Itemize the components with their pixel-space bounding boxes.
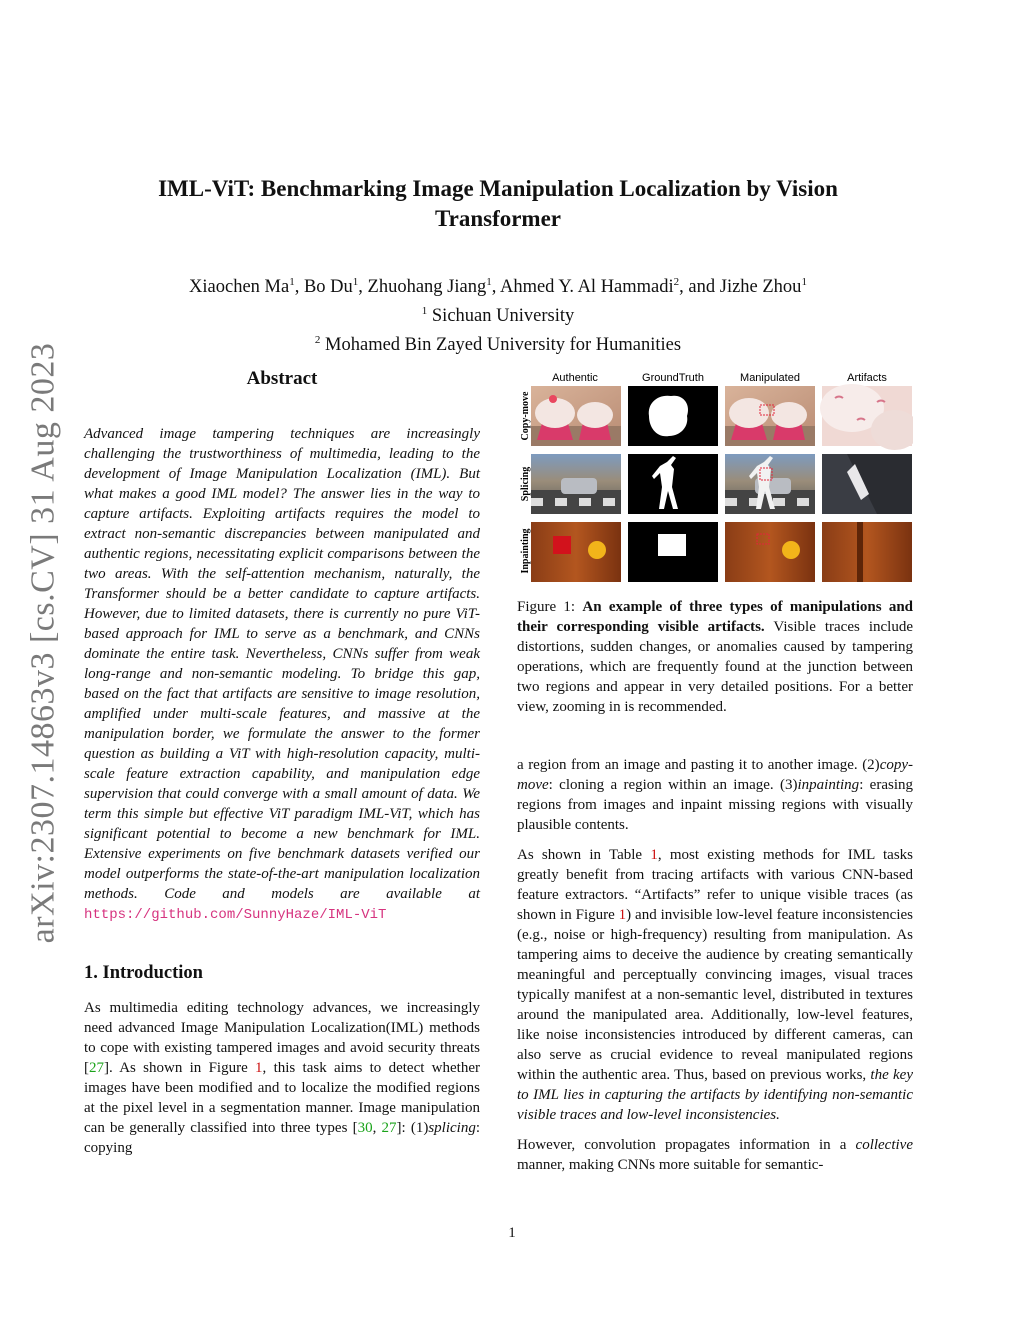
author-name: Ahmed Y. Al Hammadi: [499, 277, 674, 298]
affiliation: [100, 328, 896, 357]
text-run: ]. As shown in Figure: [104, 1060, 256, 1076]
row-label-copy-move: Copy-move: [520, 391, 531, 441]
image-authentic-cupcakes: [531, 386, 621, 446]
text-run: a region from an image and pasting it to another image. (2): [517, 757, 880, 773]
row-label-splicing: Splicing: [520, 466, 531, 502]
image-artifacts-copy-move: [820, 384, 913, 450]
affiliation-number: 1: [421, 305, 428, 318]
column-header-manipulated: Manipulated: [740, 372, 800, 384]
table-link[interactable]: 1: [650, 847, 658, 863]
term-collective: collective: [855, 1137, 913, 1153]
image-groundtruth-splicing-mask: [628, 454, 718, 514]
arxiv-identifier-text: arXiv:2307.14863v3 [cs.CV] 31 Aug 2023: [24, 342, 61, 943]
intro-paragraph: [84, 998, 480, 1158]
key-statement: the key to IML lies in capturing the artifacts by identifying non-semantic visible traces and low-level inconsistencies.: [517, 1067, 913, 1123]
affiliation-number: 2: [314, 334, 321, 347]
term-copy-move: copy-move: [517, 757, 913, 793]
section-heading: 1. Introduction: [84, 963, 203, 983]
author-list: Xiaochen Ma$^1$, Bo Du$^1$, Zhuohang Jiang$^1$, Ahmed Y. Al Hammadi$^2$, and Jizhe Zhou$^1$: [189, 276, 807, 298]
image-artifacts-inpainting: [822, 522, 912, 582]
right-column: [517, 368, 913, 1185]
image-manipulated-cupcakes: [725, 386, 815, 446]
abstract-text: [84, 424, 480, 925]
author-name: Bo Du: [303, 277, 353, 298]
text-run: As shown in Table: [517, 847, 651, 863]
column-header-groundtruth: GroundTruth: [642, 372, 704, 384]
author-name: Jizhe Zhou: [719, 277, 802, 298]
paper-title: IML-ViT: Benchmarking Image Manipulation Localization by Vision Transformer: [158, 176, 838, 231]
term-splicing: splicing: [428, 1120, 476, 1136]
text-run: : cloning a region within an image. (3): [548, 777, 798, 793]
figure-link[interactable]: 1: [618, 907, 627, 923]
column-header-artifacts: Artifacts: [847, 372, 887, 384]
row-label-inpainting: Inpainting: [520, 528, 531, 574]
intro-paragraph-continued: [517, 755, 913, 835]
figure-1: [517, 368, 913, 583]
text-run: ]: (1): [396, 1120, 429, 1136]
citation-link[interactable]: 27: [381, 1120, 397, 1136]
author-name: Xiaochen Ma: [189, 277, 290, 298]
figure-1-caption: [517, 597, 913, 717]
page-number: 1: [508, 1225, 516, 1241]
text-run: , most existing methods for IML tasks greatly benefit from tracing artifacts with various CNN-based feature extractors. “Artifacts” refer to unique visible traces (as shown in Figure: [517, 847, 913, 923]
image-manipulated-table: [725, 522, 815, 582]
text-run: : erasing regions from images and inpaint missing regions with visually plausible contents.: [517, 777, 914, 833]
image-authentic-table: [531, 522, 621, 582]
intro-paragraph: [517, 845, 913, 1125]
abstract-body: Advanced image tampering techniques are increasingly challenging the trustworthiness of multimedia, leading to the development of Image Manipulation Localization (IML). But what makes a good IML model? The answer lies in the way to capture artifacts. Exploiting artifacts requires the model to extract non-semantic discrepancies between manipulated and authentic regions, necessitating explicit comparisons between the two areas. With the self-attention mechanism, naturally, the Transformer should be a better candidate to capture artifacts. However, due to limited datasets, there is currently no pure ViT-based approach for IML to serve as a benchmark, and CNNs dominate the entire task. Nevertheless, CNNs suffer from weak long-range and non-semantic modeling. To bridge this gap, based on the fact that artifacts are sensitive to image resolution, amplified under multi-scale features, and massive at the manipulation border, we formulate the answer to the former question as building a ViT with high-resolution capacity, multi-scale feature extraction capability, and manipulation edge supervision that could converge with a small amount of data. We term this simple but effective ViT paradigm IML-ViT, which has significant potential to become a new benchmark for IML. Extensive experiments on five benchmark datasets verified our model outperforms the state-of-the-art manipulation localization methods. Code and models are available at: [84, 426, 480, 902]
text-run: ,: [372, 1120, 382, 1136]
column-header-authentic: Authentic: [552, 372, 598, 384]
author-name: Zhuohang Jiang: [367, 277, 487, 298]
affiliation: [100, 299, 896, 328]
citation-link[interactable]: 27: [89, 1060, 104, 1076]
image-groundtruth-copy-move-mask: [628, 386, 718, 446]
affiliation-name: Mohamed Bin Zayed University for Humanities: [325, 335, 682, 356]
figure-link[interactable]: 1: [255, 1060, 263, 1076]
author-affiliation-mark: 1: [801, 276, 807, 288]
author-block: [100, 270, 896, 357]
image-groundtruth-inpainting-mask: [628, 522, 718, 582]
caption-bold: An example of three types of manipulations and their corresponding visible artifacts.: [517, 599, 914, 635]
text-run: ) and invisible low-level feature inconsistencies (e.g., noise or high-frequency) resulting from manipulation. As tampering aims to deceive the audience by creating semantically meaningful and perceptually convincing images, visual traces typically manifest at a non-semantic level, distributed in textures around the manipulated area. Additionally, low-level features, like noise inconsistencies introduced by different cameras, can also serve as crucial evidence to reveal manipulated regions within the authentic area. Thus, based on previous works,: [517, 907, 913, 1083]
text-run: : copying: [84, 1120, 480, 1156]
image-authentic-street-car: [531, 454, 621, 514]
text-run: As multimedia editing technology advances, we increasingly need advanced Image Manipulation Localization(IML) methods to cope with existing tampered images and avoid security threats [: [84, 1000, 480, 1076]
image-artifacts-splicing: [822, 454, 912, 514]
column-spacer: [517, 717, 913, 755]
author-affiliation-mark: 1: [289, 276, 295, 288]
author-affiliation-mark: 1: [486, 276, 492, 288]
left-column: [84, 368, 480, 1168]
abstract-heading: Abstract: [246, 368, 318, 389]
caption-text: Visible traces include distortions, sudden changes, or anomalies caused by tampering operations, which are frequently found at the junction between two regions and appear in very detailed positions. For a better view, zooming in is recommended.: [517, 619, 913, 715]
affiliation-name: Sichuan University: [431, 306, 575, 327]
arxiv-identifier: [24, 342, 61, 943]
image-manipulated-street-batter: [725, 454, 815, 514]
citation-link[interactable]: 30: [357, 1120, 373, 1136]
author-affiliation-mark: 2: [673, 276, 680, 288]
caption-label: Figure 1:: [517, 599, 576, 615]
author-affiliation-mark: 1: [352, 276, 359, 288]
code-link[interactable]: https://github.com/SunnyHaze/IML-ViT: [84, 907, 387, 923]
text-run: manner, making CNNs more suitable for semantic-: [517, 1157, 824, 1173]
text-run: , this task aims to detect whether images have been modified and to localize the modified regions at the pixel level in a segmentation manner. Image manipulation can be generally classified into three types [: [84, 1060, 480, 1136]
intro-paragraph: [517, 1135, 913, 1175]
term-inpainting: inpainting: [797, 777, 860, 793]
figure-1-image-grid: [517, 368, 913, 583]
text-run: However, convolution propagates information in a: [517, 1137, 856, 1153]
